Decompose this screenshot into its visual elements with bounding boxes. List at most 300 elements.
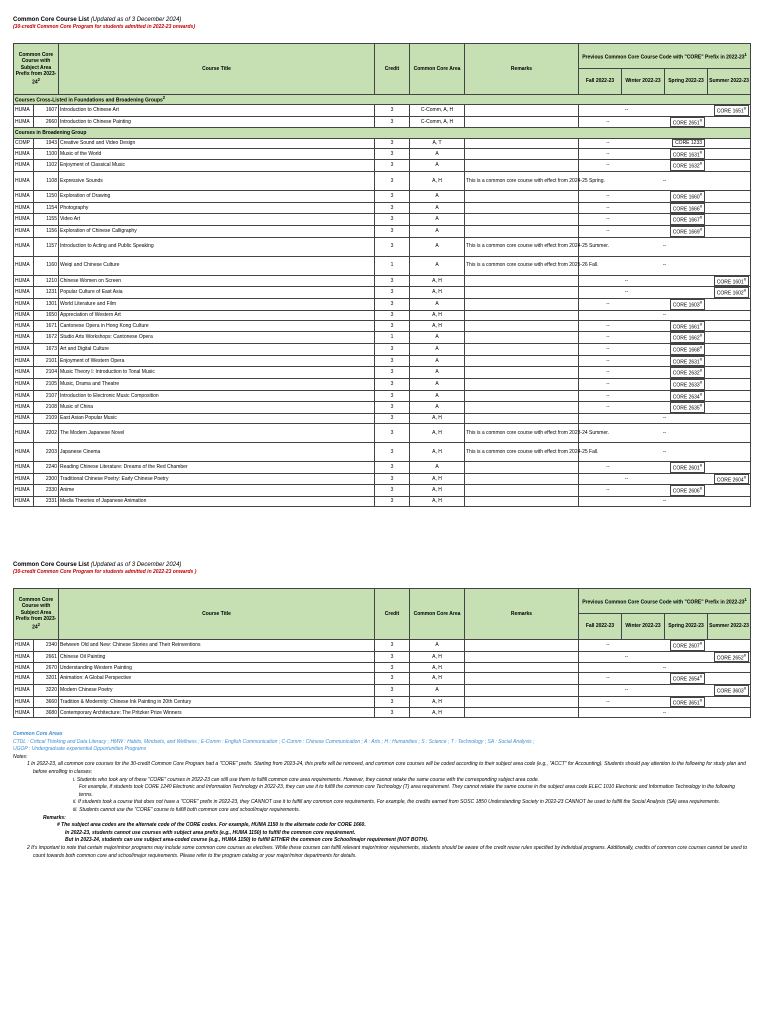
- prev-dash: --: [606, 404, 610, 411]
- prev-code-wrap: [580, 663, 749, 672]
- note-1-i: i. Students who took any of these "CORE" courses in 2022-23 can still use them to fulfill common core area requirements. However, they cannot retake the same course with the corresponding subject area code.: [73, 776, 540, 783]
- course-area: A, H: [410, 708, 465, 718]
- course-credit: 3: [375, 355, 410, 367]
- course-prefix: HUMA: [14, 256, 34, 275]
- course-remarks: [465, 685, 579, 697]
- prev-code-wrap: [580, 497, 749, 506]
- group-header-cross: Courses Cross-Listed in Foundations and Broadening Groups$^2$: [14, 95, 751, 105]
- prev-code-wrap: [580, 287, 749, 298]
- course-credit: 3: [375, 287, 410, 299]
- course-remarks: This is a common core course with effect from 2024-25 Fall.: [465, 442, 579, 461]
- prev-core-code: CORE 1601#: [714, 276, 749, 287]
- prev-core-code: CORE 2607#: [670, 640, 705, 651]
- course-number: 2660: [34, 116, 59, 128]
- prev-code-cell: [579, 105, 751, 117]
- course-title: Traditional Chinese Poetry: Early Chinese Poetry: [59, 473, 375, 485]
- prev-core-code: CORE 1668#: [670, 344, 705, 355]
- prev-core-code: CORE 1631#: [670, 149, 705, 160]
- course-title: Art and Digital Culture: [59, 343, 375, 355]
- course-area: A, H: [410, 485, 465, 497]
- course-credit: 3: [375, 378, 410, 390]
- course-remarks: [465, 367, 579, 379]
- table-row: [14, 320, 751, 332]
- course-remarks: [465, 640, 579, 652]
- prev-code-wrap: [580, 191, 749, 202]
- course-area: A: [410, 332, 465, 344]
- course-credit: 3: [375, 310, 410, 320]
- prev-dash: --: [606, 118, 610, 125]
- course-remarks: [465, 378, 579, 390]
- doc-title-2: [13, 561, 751, 569]
- course-title: Enjoyment of Classical Music: [59, 160, 375, 172]
- prev-code-cell: [579, 298, 751, 310]
- prev-code-sup: #: [699, 674, 703, 680]
- course-prefix: HUMA: [14, 461, 34, 473]
- course-number: 2109: [34, 413, 59, 423]
- prev-code-wrap: [580, 685, 749, 696]
- course-prefix: HUMA: [14, 640, 34, 652]
- course-prefix: HUMA: [14, 390, 34, 402]
- course-credit: 3: [375, 485, 410, 497]
- course-remarks: [465, 651, 579, 663]
- prev-code-cell: [579, 160, 751, 172]
- course-credit: 1: [375, 332, 410, 344]
- course-prefix: HUMA: [14, 673, 34, 685]
- course-area: A: [410, 355, 465, 367]
- col-header-winter: Winter 2022-23: [622, 69, 665, 95]
- col-header-credit-2: Credit: [375, 589, 410, 640]
- table-row: [14, 696, 751, 708]
- table-row: [14, 473, 751, 485]
- notes-label: Notes:: [13, 753, 28, 760]
- course-title: Chinese Oil Painting: [59, 651, 375, 663]
- prev-dash: --: [606, 162, 610, 169]
- course-area: A: [410, 685, 465, 697]
- course-credit: 3: [375, 496, 410, 506]
- course-area: A, H: [410, 696, 465, 708]
- course-credit: 3: [375, 237, 410, 256]
- course-number: 2107: [34, 390, 59, 402]
- course-credit: 3: [375, 275, 410, 287]
- prev-core-code: CORE 2651#: [670, 117, 705, 128]
- course-prefix: HUMA: [14, 708, 34, 718]
- prev-code-wrap: [580, 299, 749, 310]
- prev-code-cell: [579, 367, 751, 379]
- prev-code-wrap: [580, 640, 749, 651]
- prev-code-cell: [579, 496, 751, 506]
- table-row: [14, 663, 751, 673]
- table-row: [14, 225, 751, 237]
- table-row: [14, 105, 751, 117]
- prev-code-cell: [579, 485, 751, 497]
- table-row: [14, 202, 751, 214]
- prev-dash: --: [662, 262, 667, 269]
- course-area: A, H: [410, 287, 465, 299]
- course-remarks: [465, 105, 579, 117]
- prev-code-sup: #: [699, 344, 703, 350]
- course-remarks: [465, 496, 579, 506]
- course-remarks: [465, 298, 579, 310]
- course-number: 1155: [34, 214, 59, 226]
- prev-code-wrap: [580, 172, 749, 190]
- prev-code-cell: [579, 442, 751, 461]
- course-remarks: [465, 148, 579, 160]
- course-area: A: [410, 225, 465, 237]
- course-title: Contemporary Architecture: The Pritzker Prize Winners: [59, 708, 375, 718]
- course-credit: 3: [375, 651, 410, 663]
- prev-core-code: CORE 3651#: [670, 697, 705, 708]
- course-remarks: [465, 332, 579, 344]
- course-prefix: HUMA: [14, 355, 34, 367]
- course-remarks: [465, 214, 579, 226]
- table-row: [14, 485, 751, 497]
- course-area: A, H: [410, 651, 465, 663]
- course-prefix: HUMA: [14, 685, 34, 697]
- prev-code-sup: #: [699, 462, 703, 468]
- table-row: [14, 461, 751, 473]
- table-row: [14, 651, 751, 663]
- course-number: 1943: [34, 138, 59, 148]
- course-area: A, H: [410, 310, 465, 320]
- course-title: Modern Chinese Poetry: [59, 685, 375, 697]
- course-number: 2105: [34, 378, 59, 390]
- table-row: [14, 275, 751, 287]
- course-area: A: [410, 214, 465, 226]
- course-title: Introduction to Electronic Music Composition: [59, 390, 375, 402]
- prev-code-wrap: [580, 391, 749, 402]
- prev-dash: --: [606, 463, 610, 470]
- prev-dash: --: [606, 204, 610, 211]
- prev-code-wrap: [580, 257, 749, 275]
- course-number: 1671: [34, 320, 59, 332]
- course-remarks: [465, 287, 579, 299]
- course-remarks: [465, 413, 579, 423]
- table-row: [14, 214, 751, 226]
- prev-code-wrap: [580, 214, 749, 225]
- prev-code-sup: #: [743, 288, 747, 294]
- table-row: [14, 287, 751, 299]
- course-title: Introduction to Chinese Painting: [59, 116, 375, 128]
- course-area: C-Comm, A, H: [410, 116, 465, 128]
- prev-code-cell: [579, 663, 751, 673]
- prev-code-wrap: [580, 149, 749, 160]
- prev-core-code: CORE 2635#: [670, 402, 705, 413]
- course-area: A, H: [410, 171, 465, 190]
- table-row: [14, 190, 751, 202]
- prev-code-cell: [579, 640, 751, 652]
- course-remarks: [465, 202, 579, 214]
- course-prefix: HUMA: [14, 298, 34, 310]
- prev-code-sup: #: [699, 215, 703, 221]
- table-row: [14, 685, 751, 697]
- course-prefix: HUMA: [14, 423, 34, 442]
- course-credit: 3: [375, 171, 410, 190]
- course-number: 2300: [34, 473, 59, 485]
- course-prefix: HUMA: [14, 473, 34, 485]
- prev-core-code: CORE 2654#: [670, 673, 705, 684]
- course-area: A: [410, 256, 465, 275]
- prev-core-code: CORE 1233: [672, 139, 705, 147]
- remark-2: In 2022-23, students cannot use courses with subject area prefix (e.g., HUMA 1150) to fulfill the common core requirement.: [65, 829, 356, 836]
- table-row: [14, 367, 751, 379]
- prev-core-code: CORE 2652#: [714, 652, 749, 663]
- areas-line-1: CTDL : Critical Thinking and Data Literacy ; HMW : Habits, Mindsets, and Wellness ; E-Comm : English Communication ; C-Comm : Chinese Communication ; A : Arts ; H : Humanities ; S : Science ; T : Technology ; SA : Social Analysis ;: [13, 738, 535, 745]
- course-credit: 3: [375, 640, 410, 652]
- prev-code-sup: #: [699, 403, 703, 409]
- doc-updated-2: (Updated as of 3 December 2024): [90, 562, 182, 568]
- prev-dash: --: [662, 498, 667, 505]
- course-number: 1607: [34, 105, 59, 117]
- prev-code-cell: [579, 275, 751, 287]
- col-header-credit: Credit: [375, 44, 410, 95]
- table-row: [14, 298, 751, 310]
- prev-dash: --: [624, 277, 629, 284]
- prev-code-cell: [579, 148, 751, 160]
- prev-code-wrap: [580, 332, 749, 343]
- table-row: [14, 390, 751, 402]
- doc-updated: (Updated as of 3 December 2024): [90, 17, 182, 23]
- col-header-spring-2: Spring 2022-23: [665, 614, 708, 640]
- prev-dash: --: [662, 429, 667, 436]
- course-table-1: [13, 43, 751, 507]
- course-title: The Modern Japanese Novel: [59, 423, 375, 442]
- prev-dash: --: [606, 675, 610, 682]
- course-number: 2108: [34, 402, 59, 414]
- prev-code-sup: #: [699, 641, 703, 646]
- prev-code-wrap: [580, 160, 749, 171]
- prev-core-code: CORE 2606#: [670, 485, 705, 496]
- course-prefix: HUMA: [14, 320, 34, 332]
- col-header-summer-2: Summer 2022-23: [708, 614, 751, 640]
- course-area: A: [410, 148, 465, 160]
- prev-dash: --: [606, 357, 610, 364]
- course-credit: 3: [375, 402, 410, 414]
- table-row: [14, 423, 751, 442]
- prev-core-code: CORE 3603#: [714, 685, 749, 696]
- course-area: A: [410, 390, 465, 402]
- prev-code-wrap: [580, 276, 749, 287]
- prev-core-code: CORE 1667#: [670, 214, 705, 225]
- course-number: 1301: [34, 298, 59, 310]
- course-remarks: This is a common core course with effect from 2025-26 Fall.: [465, 256, 579, 275]
- course-area: A: [410, 202, 465, 214]
- prev-core-code: CORE 1661#: [670, 321, 705, 332]
- course-title: Reading Chinese Literature: Dreams of the Red Chamber: [59, 461, 375, 473]
- prev-code-sup: #: [699, 191, 703, 197]
- course-remarks: [465, 402, 579, 414]
- doc-title-text: Common Core Course List: [13, 17, 90, 23]
- course-area: A: [410, 378, 465, 390]
- prev-core-code: CORE 2604#: [714, 474, 749, 485]
- course-remarks: [465, 310, 579, 320]
- col-header-prev: Previous Common Core Course Code with "CORE" Prefix in $2022-23^1$: [579, 44, 751, 69]
- course-credit: 3: [375, 190, 410, 202]
- prev-code-cell: [579, 673, 751, 685]
- prev-code-cell: [579, 461, 751, 473]
- course-number: 1154: [34, 202, 59, 214]
- prev-code-cell: [579, 378, 751, 390]
- group-header-broad-cell: Courses in Broadening Group: [14, 128, 751, 138]
- course-area: A, H: [410, 320, 465, 332]
- course-prefix: HUMA: [14, 310, 34, 320]
- prev-dash: --: [606, 150, 610, 157]
- prev-core-code: CORE 2634#: [670, 391, 705, 402]
- prev-core-code: CORE 1632#: [670, 160, 705, 171]
- col-header-winter-2: Winter 2022-23: [622, 614, 665, 640]
- table-row: [14, 148, 751, 160]
- prev-core-code: CORE 1669#: [670, 226, 705, 237]
- course-credit: 3: [375, 413, 410, 423]
- prev-dash: --: [606, 334, 610, 341]
- course-credit: 3: [375, 116, 410, 128]
- course-remarks: [465, 116, 579, 128]
- prev-dash: --: [606, 380, 610, 387]
- course-number: 1108: [34, 171, 59, 190]
- course-remarks: [465, 663, 579, 673]
- prev-code-wrap: [580, 356, 749, 367]
- course-number: 3201: [34, 673, 59, 685]
- course-prefix: HUMA: [14, 496, 34, 506]
- course-remarks: [465, 390, 579, 402]
- course-area: A: [410, 190, 465, 202]
- col-header-fall-2: Fall 2022-23: [579, 614, 622, 640]
- prev-code-cell: [579, 413, 751, 423]
- course-prefix: HUMA: [14, 160, 34, 172]
- prev-code-wrap: [580, 117, 749, 128]
- prev-code-cell: [579, 355, 751, 367]
- course-credit: 3: [375, 298, 410, 310]
- prev-core-code: CORE 2631#: [670, 356, 705, 367]
- prev-code-wrap: [580, 474, 749, 485]
- table-row: [14, 640, 751, 652]
- course-prefix: HUMA: [14, 402, 34, 414]
- note-1-ii: ii. If students took a course that does not have a "CORE" prefix in 2022-23, they CANNOT use it to fulfill any common core requirements. For example, the credits earned from SOSC 1850 Understanding Society in 2022-23 CANNOT be used to fulfill the Social Analysis (SA) area requirements.: [73, 799, 721, 806]
- course-prefix: HUMA: [14, 485, 34, 497]
- course-prefix: HUMA: [14, 651, 34, 663]
- prev-dash: --: [624, 653, 629, 660]
- col-header-title: Course Title: [59, 44, 375, 95]
- course-title: Chinese Women on Screen: [59, 275, 375, 287]
- prev-code-wrap: [580, 203, 749, 214]
- course-title: Understanding Western Painting: [59, 663, 375, 673]
- course-credit: 3: [375, 390, 410, 402]
- areas-line-2: UGOP : Undergraduate experiential Opportunities Programs: [13, 746, 147, 753]
- course-prefix: HUMA: [14, 275, 34, 287]
- course-remarks: [465, 355, 579, 367]
- prev-code-wrap: [580, 697, 749, 708]
- prev-dash: --: [662, 709, 667, 716]
- prev-code-sup: #: [699, 117, 703, 123]
- col-header-fall: Fall 2022-23: [579, 69, 622, 95]
- prev-dash: --: [606, 300, 610, 307]
- prev-dash: --: [606, 216, 610, 223]
- prev-code-wrap: [580, 139, 749, 148]
- prev-code-cell: [579, 332, 751, 344]
- course-credit: 3: [375, 343, 410, 355]
- course-remarks: [465, 708, 579, 718]
- course-number: 3680: [34, 708, 59, 718]
- course-prefix: HUMA: [14, 116, 34, 128]
- prev-code-sup: #: [699, 333, 703, 339]
- course-number: 2101: [34, 355, 59, 367]
- course-remarks: This is a common core course with effect from 2024-25 Summer.: [465, 237, 579, 256]
- prev-dash: --: [606, 392, 610, 399]
- prev-code-cell: [579, 343, 751, 355]
- course-prefix: HUMA: [14, 378, 34, 390]
- course-remarks: [465, 343, 579, 355]
- prev-code-cell: [579, 320, 751, 332]
- prev-dash: --: [606, 139, 610, 146]
- prev-code-cell: [579, 310, 751, 320]
- course-area: A, H: [410, 473, 465, 485]
- prev-dash: --: [624, 289, 629, 296]
- course-number: 1150: [34, 190, 59, 202]
- prev-code-sup: #: [699, 161, 703, 167]
- table-row: [14, 160, 751, 172]
- course-credit: 3: [375, 423, 410, 442]
- note-1: 1 In 2022-23, all common core courses for the 30-credit Common Core Program had a "CORE" prefix. Starting from 2023-24, this prefix will be removed, and common core courses will be coded according to their subject area code (e.g., "ACCT" for Accounting). Students should pay attention to the following for study plan and before enrolling in classes:: [27, 761, 746, 775]
- course-remarks: [465, 160, 579, 172]
- prev-code-cell: [579, 287, 751, 299]
- course-credit: 3: [375, 461, 410, 473]
- course-credit: 3: [375, 148, 410, 160]
- course-title: Music, Drama and Theatre: [59, 378, 375, 390]
- course-remarks: [465, 275, 579, 287]
- doc-title: [13, 16, 751, 24]
- prev-code-wrap: [580, 673, 749, 684]
- prev-code-wrap: [580, 311, 749, 320]
- course-area: A: [410, 343, 465, 355]
- course-prefix: HUMA: [14, 663, 34, 673]
- col-header-remarks-2: Remarks: [465, 589, 579, 640]
- course-number: 1672: [34, 332, 59, 344]
- prev-code-cell: [579, 190, 751, 202]
- prev-core-code: CORE 2601#: [670, 462, 705, 473]
- course-prefix: HUMA: [14, 148, 34, 160]
- course-table-2: [13, 588, 751, 718]
- prev-core-code: CORE 2632#: [670, 367, 705, 378]
- note-1-iii: iii. Students cannot use the "CORE" course to fulfill both common core and school/major requirements.: [73, 806, 300, 813]
- prev-code-wrap: [580, 105, 749, 116]
- course-title: Anime: [59, 485, 375, 497]
- course-prefix: HUMA: [14, 367, 34, 379]
- prev-dash: --: [606, 322, 610, 329]
- course-remarks: [465, 696, 579, 708]
- group-header-broad: [14, 128, 751, 138]
- course-number: 1157: [34, 237, 59, 256]
- prev-core-code: CORE 1660#: [670, 191, 705, 202]
- course-title: Tradition & Modernity: Chinese Ink Painting in 20th Century: [59, 696, 375, 708]
- course-remarks: [465, 485, 579, 497]
- course-list-block-1: [13, 16, 751, 507]
- course-title: Weiqi and Chinese Culture: [59, 256, 375, 275]
- table-row: [14, 116, 751, 128]
- course-credit: 3: [375, 696, 410, 708]
- prev-code-sup: #: [699, 697, 703, 703]
- table-row: [14, 413, 751, 423]
- course-title: Photography: [59, 202, 375, 214]
- prev-code-cell: [579, 708, 751, 718]
- table-row: [14, 442, 751, 461]
- prev-core-code: CORE 1662#: [670, 332, 705, 343]
- course-area: A: [410, 402, 465, 414]
- table-row: [14, 355, 751, 367]
- col-header-prev-2: Previous Common Core Course Code with "CORE" Prefix in $2022-23^1$: [579, 589, 751, 614]
- course-prefix: HUMA: [14, 442, 34, 461]
- course-title: East Asian Popular Music: [59, 413, 375, 423]
- course-number: 1160: [34, 256, 59, 275]
- prev-code-wrap: [580, 344, 749, 355]
